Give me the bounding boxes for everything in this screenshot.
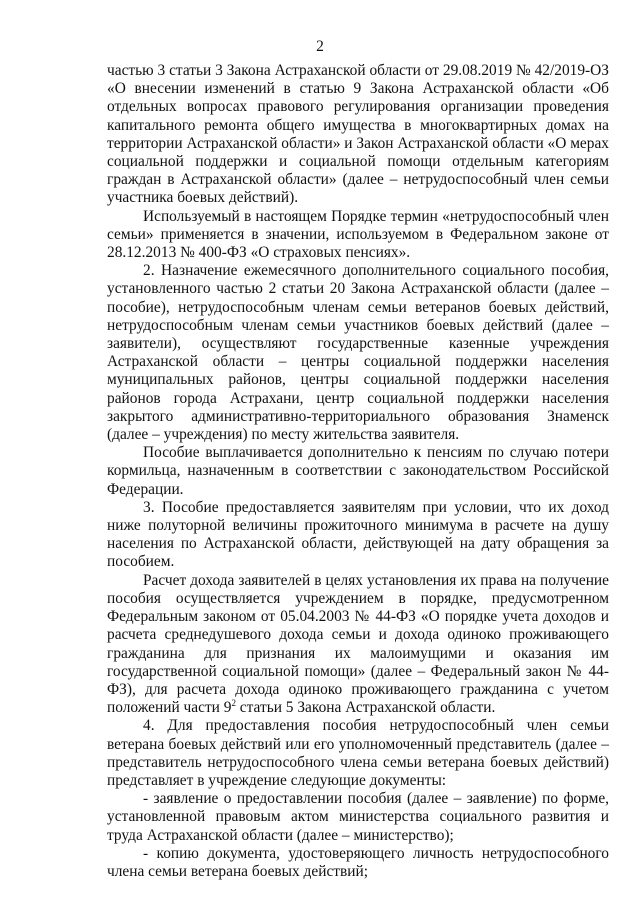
page-number: 2 xyxy=(316,38,324,55)
paragraph-item-3: 3. Пособие предоставляется заявителям при условии, что их доход ниже полуторной величины прожиточного минимума в расчете на душу населения по Астраханской области, действующей на дату обращения за пособием. xyxy=(107,498,609,571)
document-body xyxy=(107,62,609,881)
superscript-index: 2 xyxy=(231,697,236,708)
income-calculation-text: Расчет дохода заявителей в целях установления их права на получение пособия осуществляется учреждением в порядке, предусмотренном Федеральным законом от 05.04.2003 № 44-ФЗ «О порядке учета доходов и расчета среднедушевого дохода семьи и дохода одиноко проживающего гражданина для признания их малоимущими и оказания им государственной социальной помощи» (далее – Федеральный закон № 44-ФЗ), для расчета дохода одиноко проживающего гражданина с учетом положений части 9 xyxy=(107,571,609,717)
paragraph-income-calculation xyxy=(107,572,609,718)
paragraph-item-2: 2. Назначение ежемесячного дополнительного социального пособия, установленного частью 2 статьи 20 Закона Астраханской области (далее – пособие), нетрудоспособным членам семьи ветеранов боевых действий, нетрудоспособным членам семьи участников боевых действий (далее – заявители), осуществляют государственные казенные учреждения Астраханской области – центры социальной поддержки населения муниципальных районов, центры социальной поддержки населения районов города Астрахани, центр социальной поддержки населения закрытого административно-территориального образования Знаменск (далее – учреждения) по месту жительства заявителя. xyxy=(107,262,609,444)
paragraph-law-reference: частью 3 статьи 3 Закона Астраханской области от 29.08.2019 № 42/2019-ОЗ «О внесении изменений в статью 9 Закона Астраханской области «Об отдельных вопросах правового регулирования организации проведения капитального ремонта общего имущества в многоквартирных домах на территории Астраханской области» и Закон Астраханской области «О мерах социальной поддержки и социальной помощи отдельным категориям граждан в Астраханской области» (далее – нетрудоспособный член семьи участника боевых действий). xyxy=(107,62,609,207)
paragraph-benefit-paid: Пособие выплачивается дополнительно к пенсиям по случаю потери кормильца, назначенным в соответствии с законодательством Российской Федерации. xyxy=(107,444,609,498)
income-calculation-text-end: статьи 5 Закона Астраханской области. xyxy=(235,699,496,717)
paragraph-item-4: 4. Для предоставления пособия нетрудоспособный член семьи ветерана боевых действий или его уполномоченный представитель (далее – представитель нетрудоспособного члена семьи ветерана боевых действий) представляет в учреждение следующие документы: xyxy=(107,717,609,789)
paragraph-term-definition: Используемый в настоящем Порядке термин «нетрудоспособный член семьи» применяется в значении, используемом в Федеральном законе от 28.12.2013 № 400-ФЗ «О страховых пенсиях». xyxy=(107,207,609,262)
list-item-identity-document: - копию документа, удостоверяющего личность нетрудоспособного члена семьи ветерана боевых действий; xyxy=(107,844,609,880)
list-item-application: - заявление о предоставлении пособия (далее – заявление) по форме, установленной правовым актом министерства социального развития и труда Астраханской области (далее – министерство); xyxy=(107,790,609,844)
